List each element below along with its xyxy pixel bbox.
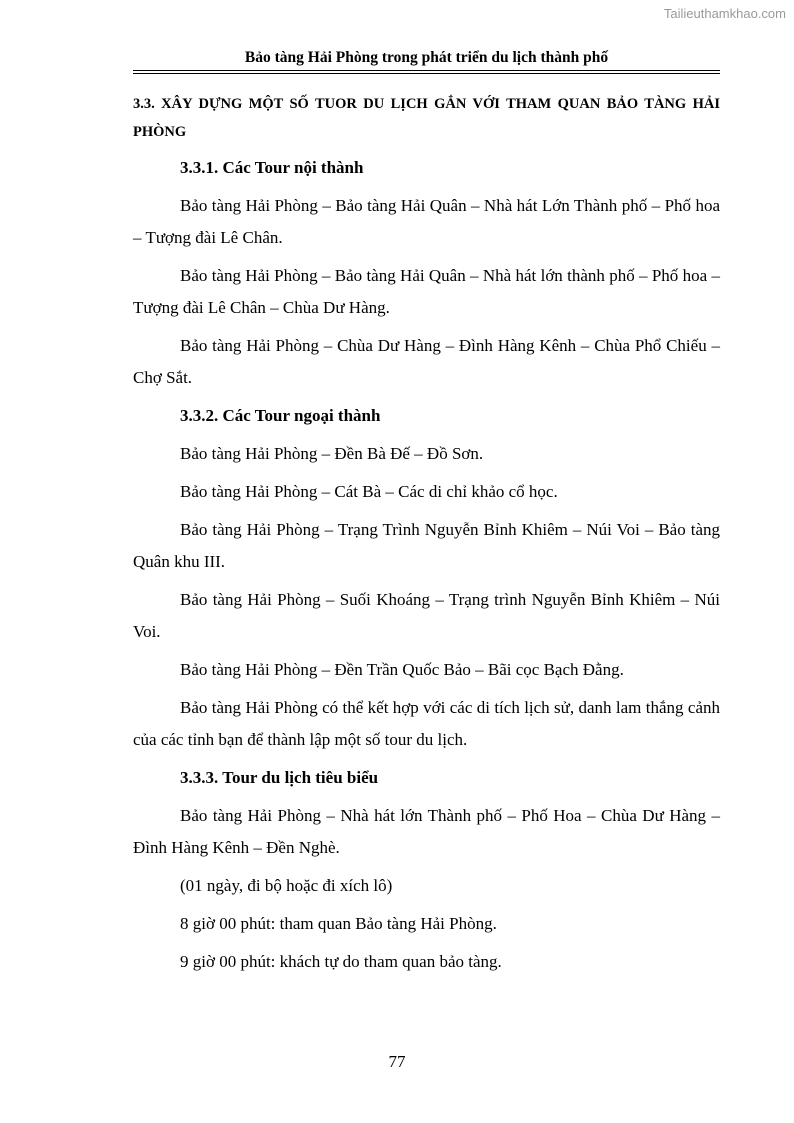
paragraph: Bảo tàng Hải Phòng – Bảo tàng Hải Quân – Nhà hát lớn thành phố – Phố hoa – Tượng đài Lê Chân – Chùa Dư Hàng. [133,266,720,317]
header-rule [133,70,720,74]
running-header: Bảo tàng Hải Phòng trong phát triển du lịch thành phố [244,49,609,66]
paragraph: Bảo tàng Hải Phòng – Đền Bà Đế – Đồ Sơn. [180,444,484,463]
subsection-title-3-3-1: 3.3.1. Các Tour nội thành [180,158,364,177]
subsection-title-3-3-3: 3.3.3. Tour du lịch tiêu biểu [180,768,379,787]
paragraph: 8 giờ 00 phút: tham quan Bảo tàng Hải Phòng. [180,914,497,933]
section-title: 3.3. XÂY DỰNG MỘT SỐ TUOR DU LỊCH GẮN VỚI THAM QUAN BẢO TÀNG HẢI PHÒNG [133,96,720,140]
paragraph: Bảo tàng Hải Phòng – Suối Khoáng – Trạng trình Nguyễn Bỉnh Khiêm – Núi Voi. [133,590,720,641]
page-body [133,90,720,984]
paragraph: Bảo tàng Hải Phòng – Đền Trần Quốc Bảo – Bãi cọc Bạch Đằng. [180,660,624,679]
paragraph: Bảo tàng Hải Phòng – Nhà hát lớn Thành phố – Phố Hoa – Chùa Dư Hàng – Đình Hàng Kênh – Đền Nghè. [133,806,720,857]
paragraph: Bảo tàng Hải Phòng – Bảo tàng Hải Quân – Nhà hát Lớn Thành phố – Phố hoa – Tượng đài Lê Chân. [133,196,720,247]
subsection-title-3-3-2: 3.3.2. Các Tour ngoại thành [180,406,381,425]
page-number: 77 [388,1052,406,1071]
paragraph: Bảo tàng Hải Phòng – Cát Bà – Các di chỉ khảo cổ học. [180,482,558,501]
paragraph: 9 giờ 00 phút: khách tự do tham quan bảo tàng. [180,952,502,971]
paragraph: Bảo tàng Hải Phòng – Chùa Dư Hàng – Đình Hàng Kênh – Chùa Phổ Chiếu – Chợ Sắt. [133,336,720,387]
paragraph: Bảo tàng Hải Phòng – Trạng Trình Nguyễn Bỉnh Khiêm – Núi Voi – Bảo tàng Quân khu III. [133,520,720,571]
paragraph: Bảo tàng Hải Phòng có thể kết hợp với các di tích lịch sử, danh lam thắng cảnh của các tỉnh bạn để thành lập một số tour du lịch. [133,698,720,749]
paragraph: (01 ngày, đi bộ hoặc đi xích lô) [180,876,393,895]
watermark: Tailieuthamkhao.com [663,6,786,21]
